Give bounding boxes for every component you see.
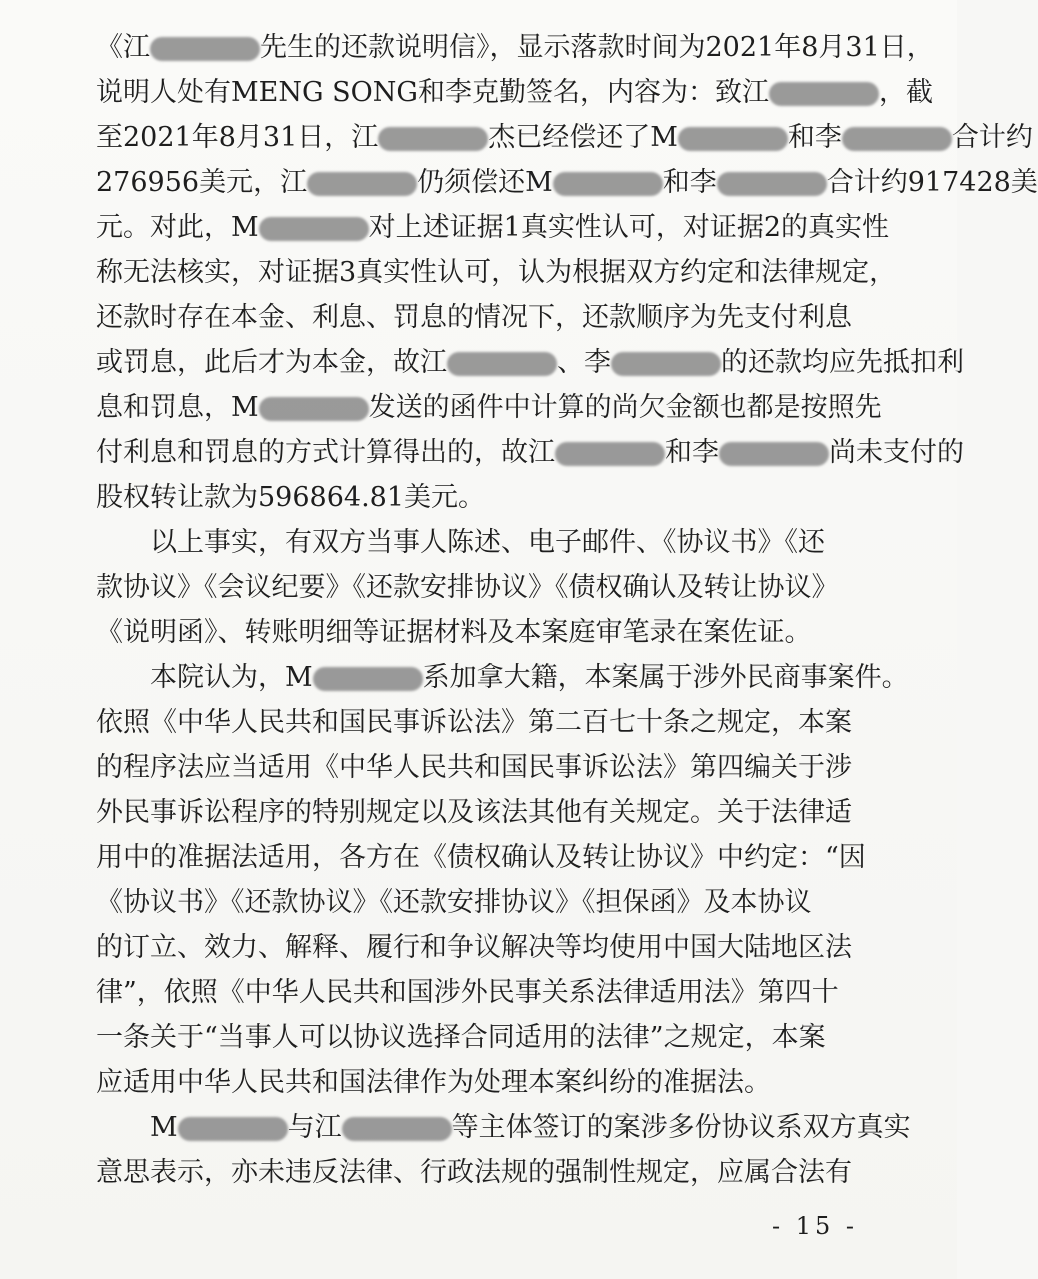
text-line: 的订立、效力、解释、履行和争议解决等均使用中国大陆地区法 (96, 932, 852, 963)
text-line: 276956美元，江 仍须偿还M 和李 合计约917428美 (96, 167, 1038, 198)
text-line: 《江 先生的还款说明信》，显示落款时间为2021年8月31日， (96, 32, 934, 63)
text-line: 款协议》《会议纪要》《还款安排协议》《债权确认及转让协议》 (96, 572, 839, 603)
text-line: 以上事实，有双方当事人陈述、电子邮件、《协议书》《还 (150, 527, 825, 558)
redaction-mark (769, 82, 879, 106)
text-line: 说明人处有MENG SONG和李克勤签名，内容为：致江 ，截 (96, 77, 933, 108)
text-line: 或罚息，此后才为本金，故江 、李 的还款均应先抵扣利 (96, 347, 964, 378)
text-line: 外民事诉讼程序的特别规定以及该法其他有关规定。关于法律适 (96, 797, 852, 828)
redaction-mark (313, 667, 423, 691)
text-line: 付利息和罚息的方式计算得出的，故江 和李 尚未支付的 (96, 437, 964, 468)
redaction-mark (842, 127, 952, 151)
text-line: 《协议书》《还款协议》《还款安排协议》《担保函》及本协议 (96, 887, 812, 918)
redaction-mark (717, 172, 827, 196)
document-body (96, 22, 1038, 1192)
text-line: 本院认为，M 系加拿大籍，本案属于涉外民商事案件。 (150, 662, 909, 693)
redaction-mark (611, 352, 721, 376)
redaction-mark (178, 1117, 288, 1141)
redaction-mark (307, 172, 417, 196)
text-line: 还款时存在本金、利息、罚息的情况下，还款顺序为先支付利息 (96, 302, 852, 333)
text-line: 元。对此，M 对上述证据1真实性认可，对证据2的真实性 (96, 212, 890, 243)
text-line: 律”，依照《中华人民共和国涉外民事关系法律适用法》第四十 (96, 977, 839, 1008)
text-line: 用中的准据法适用，各方在《债权确认及转让协议》中约定：“因 (96, 842, 866, 873)
text-line: M 与江 等主体签订的案涉多份协议系双方真实 (150, 1112, 911, 1143)
redaction-mark (719, 442, 829, 466)
text-line: 应适用中华人民共和国法律作为处理本案纠纷的准据法。 (96, 1067, 771, 1098)
text-line: 至2021年8月31日，江 杰已经偿还了M 和李 合计约 (96, 122, 1033, 153)
redaction-mark (447, 352, 557, 376)
redaction-mark (342, 1117, 452, 1141)
redaction-mark (259, 397, 369, 421)
redaction-mark (150, 37, 260, 61)
redaction-mark (553, 172, 663, 196)
redaction-mark (555, 442, 665, 466)
page-number: - 15 - (772, 1212, 859, 1240)
text-line: 称无法核实，对证据3真实性认可，认为根据双方约定和法律规定， (96, 257, 897, 288)
text-line: 息和罚息，M 发送的函件中计算的尚欠金额也都是按照先 (96, 392, 882, 423)
text-line: 的程序法应当适用《中华人民共和国民事诉讼法》第四编关于涉 (96, 752, 852, 783)
text-line: 《说明函》、转账明细等证据材料及本案庭审笔录在案佐证。 (96, 617, 812, 648)
text-line: 股权转让款为596864.81美元。 (96, 482, 486, 513)
text-line: 依照《中华人民共和国民事诉讼法》第二百七十条之规定，本案 (96, 707, 852, 738)
redaction-mark (678, 127, 788, 151)
redaction-mark (378, 127, 488, 151)
text-line: 意思表示，亦未违反法律、行政法规的强制性规定，应属合法有 (96, 1157, 852, 1188)
text-line: 一条关于“当事人可以协议选择合同适用的法律”之规定，本案 (96, 1022, 826, 1053)
redaction-mark (259, 217, 369, 241)
